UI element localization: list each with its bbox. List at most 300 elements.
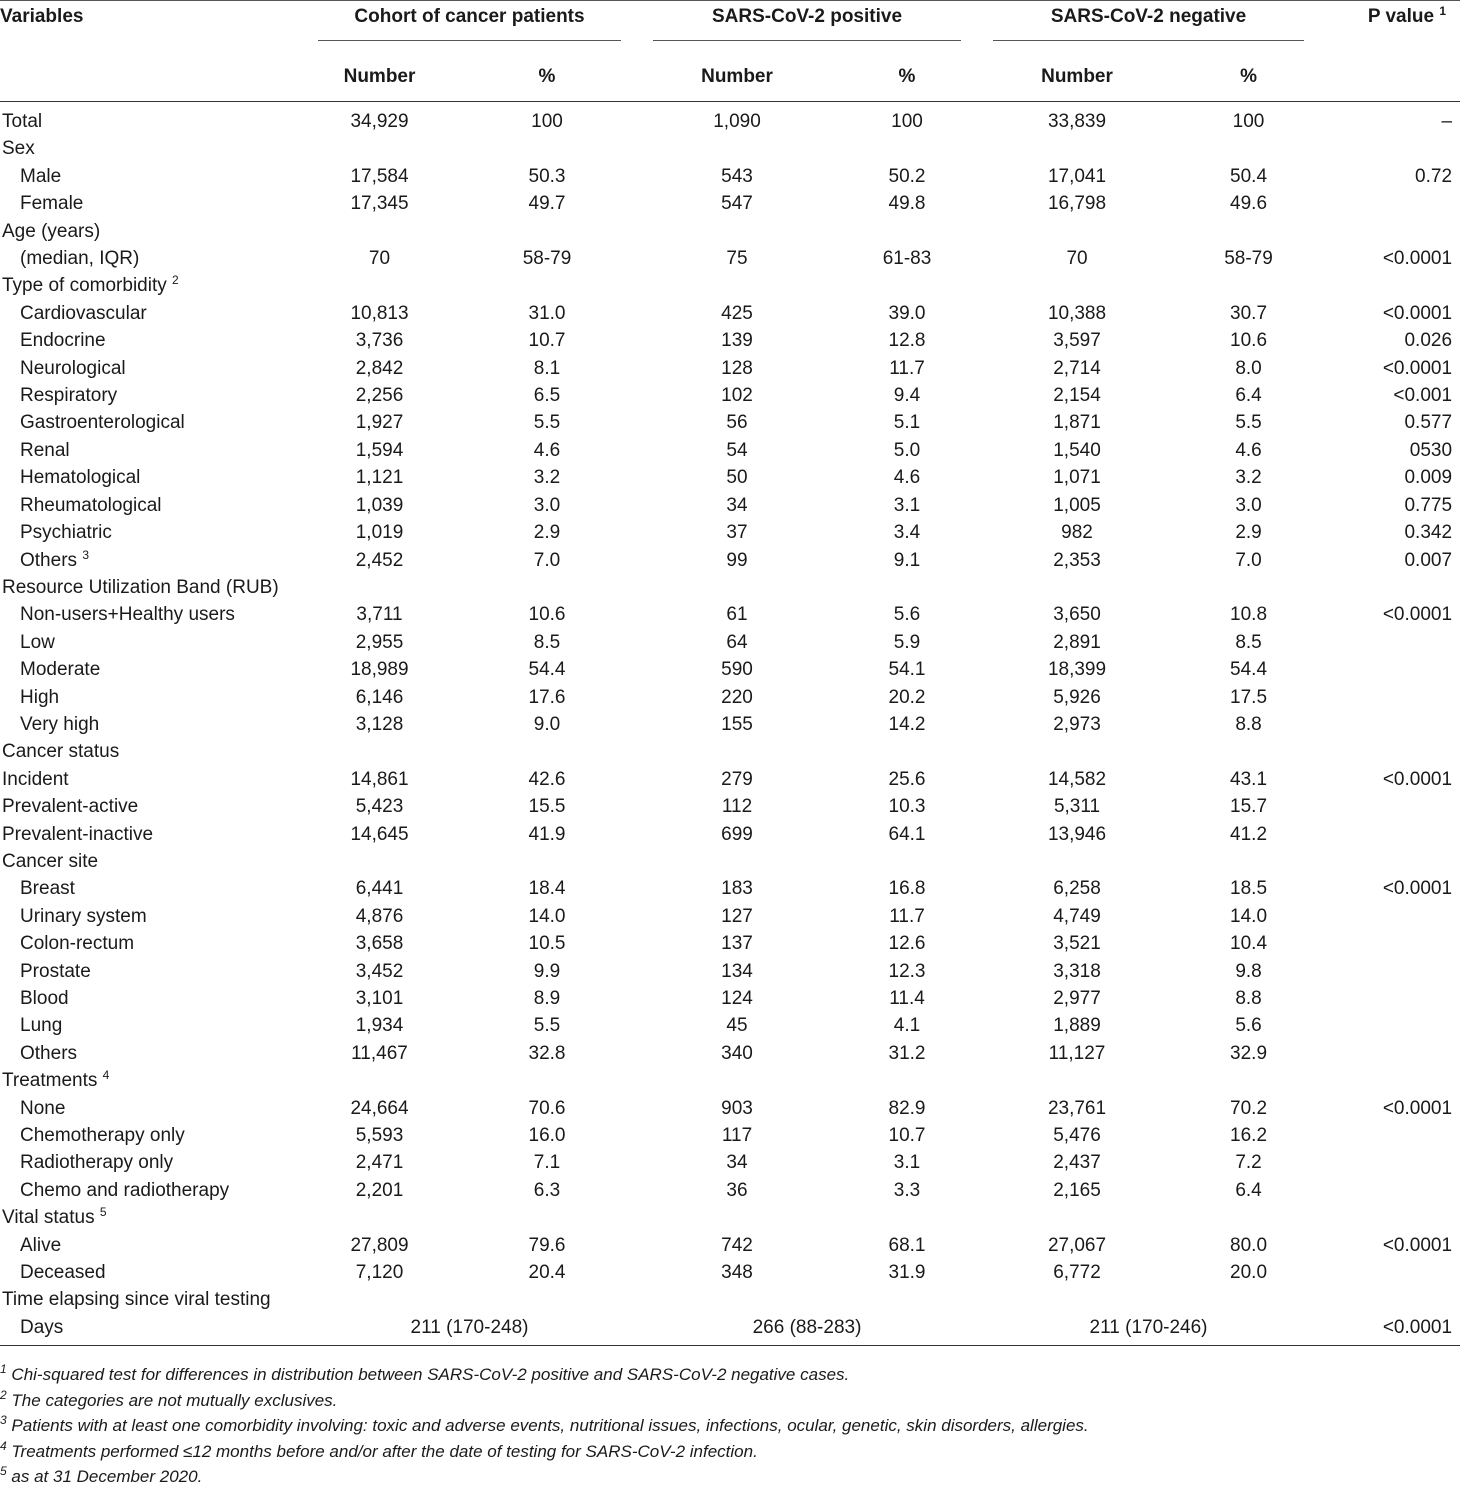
row-label-text: Blood xyxy=(20,988,69,1009)
percent-cell: 70.6 xyxy=(528,1097,566,1119)
percent-cell: 7.1 xyxy=(533,1152,561,1174)
pvalue-cell xyxy=(1320,629,1460,656)
number-cell: 547 xyxy=(721,193,753,215)
category-row xyxy=(0,218,1460,245)
row-label xyxy=(0,245,302,272)
number-cell: 742 xyxy=(721,1234,753,1256)
percent-cell: 6.5 xyxy=(533,385,561,407)
table-row xyxy=(0,437,1460,464)
number-cell: 2,165 xyxy=(1053,1179,1101,1201)
header-spacer xyxy=(0,53,302,102)
number-cell: 128 xyxy=(721,357,753,379)
row-label xyxy=(0,327,302,354)
percent-cell: 5.6 xyxy=(893,604,921,626)
percent-cell: 9.1 xyxy=(893,549,921,571)
table-row xyxy=(0,245,1460,272)
table-row xyxy=(0,163,1460,190)
percent-cell: 8.8 xyxy=(1235,988,1262,1009)
footnotes xyxy=(0,1362,1460,1490)
number-cell: 1,071 xyxy=(1053,467,1101,489)
number-cell: 2,353 xyxy=(1053,549,1101,571)
percent-cell: 3.1 xyxy=(893,494,921,516)
number-cell: 5,476 xyxy=(1053,1125,1101,1147)
row-label-text: Low xyxy=(20,631,55,653)
row-label-text: Urinary system xyxy=(20,905,147,927)
row-label xyxy=(0,464,302,491)
number-cell: 2,201 xyxy=(355,1179,404,1201)
percent-cell: 9.4 xyxy=(893,385,921,407)
row-label-text: Prevalent-inactive xyxy=(2,823,154,845)
category-filler xyxy=(302,574,1460,601)
number-cell: 2,955 xyxy=(355,631,404,653)
percent-cell: 8.8 xyxy=(1235,713,1262,735)
number-cell: 56 xyxy=(726,412,748,434)
number-cell: 3,318 xyxy=(1053,960,1101,982)
percent-cell: 9.0 xyxy=(533,713,561,735)
number-cell: 1,090 xyxy=(713,111,761,132)
number-cell: 17,584 xyxy=(350,165,409,187)
category-row xyxy=(0,574,1460,601)
table-row xyxy=(0,766,1460,793)
percent-cell: 54.4 xyxy=(528,659,566,681)
percent-cell: 18.5 xyxy=(1230,878,1268,900)
percent-cell: 31.2 xyxy=(888,1042,926,1064)
number-cell: 2,973 xyxy=(1053,713,1101,735)
number-cell: 16,798 xyxy=(1047,193,1107,215)
percent-cell: 31.0 xyxy=(528,302,566,324)
row-label xyxy=(0,409,302,436)
number-cell: 2,256 xyxy=(355,385,404,407)
percent-cell: 12.8 xyxy=(888,330,926,352)
row-label xyxy=(0,1012,302,1039)
number-cell: 18,399 xyxy=(1047,659,1107,681)
row-label-text: Sex xyxy=(2,138,35,160)
footnote xyxy=(0,1413,1460,1439)
number-cell: 3,128 xyxy=(355,713,404,735)
percent-cell: 82.9 xyxy=(888,1097,926,1119)
category-filler xyxy=(302,1067,1460,1094)
table-row xyxy=(0,1095,1460,1122)
pvalue-cell: <0.0001 xyxy=(1382,357,1453,379)
percent-cell: 5.9 xyxy=(893,631,921,653)
percent-cell: 100 xyxy=(891,111,923,132)
table-row xyxy=(0,1040,1460,1067)
row-label-text: Gastroenterological xyxy=(20,412,185,434)
percent-header: % xyxy=(1177,53,1320,102)
number-cell: 6,441 xyxy=(355,878,404,900)
percent-cell: 32.9 xyxy=(1230,1042,1268,1064)
pvalue-cell xyxy=(1320,1012,1460,1039)
percent-cell: 10.7 xyxy=(528,330,566,352)
number-cell: 3,650 xyxy=(1053,604,1101,626)
number-cell: 34,929 xyxy=(350,111,409,132)
number-cell: 137 xyxy=(721,933,753,955)
row-label xyxy=(0,1040,302,1067)
pvalue-cell xyxy=(1320,711,1460,738)
footnote-number: 3 xyxy=(0,1413,7,1428)
percent-cell: 80.0 xyxy=(1230,1234,1268,1256)
table-row xyxy=(0,903,1460,930)
row-label-text: Non-users+Healthy users xyxy=(20,604,235,626)
table-body xyxy=(0,102,1460,1346)
number-cell: 36 xyxy=(726,1179,748,1201)
percent-cell: 3.0 xyxy=(533,494,561,516)
pvalue-cell xyxy=(1320,190,1460,217)
pvalue-cell: <0.0001 xyxy=(1382,604,1453,626)
number-cell: 54 xyxy=(726,439,748,461)
percent-cell: 16.2 xyxy=(1230,1125,1268,1147)
category-row xyxy=(0,1067,1460,1094)
percent-cell: 100 xyxy=(1232,111,1265,132)
number-cell: 5,926 xyxy=(1053,686,1101,708)
percent-cell: 10.4 xyxy=(1230,933,1268,955)
pvalue-cell xyxy=(1320,903,1460,930)
percent-cell: 100 xyxy=(531,111,563,132)
table-row xyxy=(0,601,1460,628)
number-cell: 127 xyxy=(721,905,753,927)
pvalue-cell: <0.0001 xyxy=(1320,1314,1460,1346)
table-row xyxy=(0,1122,1460,1149)
footnote-number: 2 xyxy=(0,1387,7,1402)
row-label xyxy=(0,1286,302,1313)
percent-cell: 10.3 xyxy=(888,796,926,818)
row-label-text: High xyxy=(20,686,60,708)
number-cell: 134 xyxy=(721,960,753,982)
category-row xyxy=(0,738,1460,765)
table-row xyxy=(0,547,1460,574)
header-spacer xyxy=(1320,53,1460,102)
percent-cell: 11.4 xyxy=(889,988,925,1009)
row-label-text: Prevalent-active xyxy=(2,796,139,818)
percent-cell: 9.9 xyxy=(533,960,561,982)
percent-cell: 50.3 xyxy=(528,165,566,187)
number-cell: 10,388 xyxy=(1047,302,1107,324)
pvalue-cell: 0.577 xyxy=(1404,412,1453,434)
number-cell: 1,594 xyxy=(355,439,404,461)
number-cell: 340 xyxy=(721,1042,753,1064)
percent-cell: 70.2 xyxy=(1230,1097,1268,1119)
row-label xyxy=(0,766,302,793)
row-label-text: Total xyxy=(2,111,43,132)
row-label-text: Lung xyxy=(20,1015,63,1037)
row-label xyxy=(0,218,302,245)
row-label-text: Colon-rectum xyxy=(20,933,135,955)
number-cell: 1,121 xyxy=(355,467,404,489)
table-row xyxy=(0,985,1460,1012)
footnote-number: 4 xyxy=(0,1438,7,1453)
row-label xyxy=(0,1067,302,1094)
percent-cell: 11.7 xyxy=(889,905,925,927)
percent-cell: 6.3 xyxy=(533,1179,561,1201)
number-cell: 5,593 xyxy=(355,1125,404,1147)
row-label-text: Alive xyxy=(20,1234,62,1256)
number-cell: 425 xyxy=(721,302,753,324)
number-cell: 6,258 xyxy=(1053,878,1101,900)
percent-cell: 2.9 xyxy=(1235,522,1262,544)
percent-cell: 41.9 xyxy=(528,823,566,845)
row-label xyxy=(0,848,302,875)
footnote-text: Patients with at least one comorbidity involving: toxic and adverse events, nutritional issues, infections, ocular, genetic, skin disorders, allergies. xyxy=(11,1416,1089,1436)
percent-cell: 15.7 xyxy=(1230,796,1268,818)
percent-cell: 50.4 xyxy=(1230,165,1268,187)
number-cell: 14,861 xyxy=(350,768,409,790)
category-row xyxy=(0,1204,1460,1231)
table-row xyxy=(0,711,1460,738)
footnote xyxy=(0,1388,1460,1414)
percent-cell: 3.1 xyxy=(893,1152,921,1174)
percent-cell: 20.2 xyxy=(888,686,926,708)
row-label xyxy=(0,875,302,902)
percent-cell: 4.6 xyxy=(1235,439,1262,461)
percent-cell: 12.3 xyxy=(888,960,926,982)
number-cell: 4,749 xyxy=(1053,905,1101,927)
pvalue-label: P value xyxy=(1367,6,1435,27)
number-cell: 699 xyxy=(721,823,753,845)
row-label-text: Neurological xyxy=(20,357,126,379)
percent-cell: 25.6 xyxy=(888,768,926,790)
percent-cell: 6.4 xyxy=(1235,385,1262,407)
footnote-marker: 3 xyxy=(82,547,89,562)
number-cell: 1,039 xyxy=(355,494,404,516)
number-cell: 3,521 xyxy=(1053,933,1101,955)
pvalue-cell xyxy=(1320,793,1460,820)
category-filler xyxy=(302,135,1460,162)
row-label xyxy=(0,629,302,656)
row-label-text: Cardiovascular xyxy=(20,302,147,324)
percent-cell: 3.2 xyxy=(533,467,561,489)
number-cell: 33,839 xyxy=(1047,111,1107,132)
number-cell: 903 xyxy=(721,1097,753,1119)
percent-cell: 17.5 xyxy=(1230,686,1268,708)
row-label-text: Very high xyxy=(20,713,100,735)
percent-cell: 20.4 xyxy=(528,1262,566,1284)
number-cell: 2,977 xyxy=(1053,988,1101,1009)
row-label xyxy=(0,1122,302,1149)
pvalue-cell xyxy=(1320,958,1460,985)
number-cell: 4,876 xyxy=(355,905,404,927)
pvalue-cell: <0.0001 xyxy=(1382,1234,1453,1256)
percent-cell: 14.0 xyxy=(528,905,566,927)
percent-cell: 16.8 xyxy=(888,878,926,900)
percent-cell: 3.2 xyxy=(1235,467,1262,489)
percent-cell: 10.8 xyxy=(1230,604,1268,626)
percent-cell: 8.5 xyxy=(1235,631,1262,653)
percent-cell: 32.8 xyxy=(528,1042,566,1064)
pvalue-cell xyxy=(1320,1040,1460,1067)
row-label xyxy=(0,102,302,136)
row-label xyxy=(0,135,302,162)
row-label-text: Age (years) xyxy=(2,220,101,242)
row-label-text: Moderate xyxy=(20,659,101,681)
footnote-text: as at 31 December 2020. xyxy=(11,1467,203,1487)
percent-cell: 49.7 xyxy=(528,193,566,215)
table-row xyxy=(0,793,1460,820)
percent-cell: 30.7 xyxy=(1230,302,1268,324)
percent-cell: 7.0 xyxy=(1235,549,1262,571)
percent-cell: 79.6 xyxy=(528,1234,566,1256)
table-row xyxy=(0,102,1460,136)
pvalue-cell: 0.775 xyxy=(1404,494,1453,516)
group-header-negative xyxy=(977,1,1320,54)
number-cell: 3,101 xyxy=(355,988,404,1009)
percent-cell: 7.0 xyxy=(533,549,561,571)
percent-cell: 4.6 xyxy=(533,439,561,461)
row-label-text: Hematological xyxy=(20,467,141,489)
table-row xyxy=(0,190,1460,217)
row-label-text: Incident xyxy=(2,768,69,790)
row-label xyxy=(0,958,302,985)
table-row xyxy=(0,656,1460,683)
row-label xyxy=(0,1149,302,1176)
row-label xyxy=(0,601,302,628)
row-label-text: Breast xyxy=(20,878,75,900)
pvalue-cell: – xyxy=(1441,111,1453,132)
row-label xyxy=(0,1095,302,1122)
row-label-text: Psychiatric xyxy=(20,522,112,544)
percent-cell: 49.8 xyxy=(888,193,926,215)
category-filler xyxy=(302,738,1460,765)
row-label xyxy=(0,1314,302,1346)
percent-cell: 68.1 xyxy=(888,1234,926,1256)
number-cell: 23,761 xyxy=(1047,1097,1107,1119)
footnote xyxy=(0,1362,1460,1388)
table-cell: 211 (170-246) xyxy=(977,1314,1320,1346)
category-filler xyxy=(302,848,1460,875)
number-cell: 3,736 xyxy=(355,330,404,352)
number-cell: 590 xyxy=(721,659,753,681)
row-label xyxy=(0,903,302,930)
footnote-text: Treatments performed ≤12 months before and/or after the date of testing for SARS-CoV-2 infection. xyxy=(11,1441,758,1461)
percent-cell: 3.0 xyxy=(1235,494,1262,516)
number-cell: 279 xyxy=(721,768,753,790)
pvalue-cell: <0.0001 xyxy=(1382,302,1453,324)
percent-cell: 31.9 xyxy=(888,1262,926,1284)
percent-cell: 17.6 xyxy=(528,686,566,708)
number-header: Number xyxy=(302,53,457,102)
row-label-text: Resource Utilization Band (RUB) xyxy=(2,576,279,598)
row-label-text: Deceased xyxy=(20,1262,106,1284)
table-row xyxy=(0,875,1460,902)
percent-cell: 12.6 xyxy=(888,933,926,955)
row-label-text: Chemo and radiotherapy xyxy=(20,1179,230,1201)
number-cell: 1,934 xyxy=(355,1015,404,1037)
row-label-text: None xyxy=(20,1097,66,1119)
number-cell: 220 xyxy=(721,686,753,708)
category-row xyxy=(0,1286,1460,1313)
number-cell: 543 xyxy=(721,165,753,187)
number-cell: 1,005 xyxy=(1053,494,1101,516)
row-label xyxy=(0,1204,302,1231)
number-cell: 1,927 xyxy=(355,412,404,434)
table-row xyxy=(0,519,1460,546)
number-cell: 112 xyxy=(721,796,753,818)
percent-cell: 5.5 xyxy=(533,1015,561,1037)
table-cell: 211 (170-248) xyxy=(302,1314,637,1346)
row-label xyxy=(0,300,302,327)
percent-header: % xyxy=(457,53,637,102)
category-row xyxy=(0,272,1460,299)
number-cell: 2,891 xyxy=(1053,631,1101,653)
row-label-text: Chemotherapy only xyxy=(20,1125,185,1147)
row-label-text: Respiratory xyxy=(20,385,118,407)
percent-cell: 43.1 xyxy=(1230,768,1268,790)
percent-cell: 58-79 xyxy=(522,248,572,270)
number-cell: 17,345 xyxy=(350,193,409,215)
percent-cell: 4.1 xyxy=(893,1015,921,1037)
percent-cell: 10.5 xyxy=(528,933,566,955)
percent-cell: 14.0 xyxy=(1230,905,1268,927)
group-header-cohort xyxy=(302,1,637,54)
percent-cell: 41.2 xyxy=(1230,823,1268,845)
header-row-subcols xyxy=(0,53,1460,102)
row-label-text: Endocrine xyxy=(20,330,106,352)
row-label xyxy=(0,547,302,574)
footnote-marker: 2 xyxy=(172,273,179,288)
percent-cell: 39.0 xyxy=(888,302,926,324)
number-cell: 2,437 xyxy=(1053,1152,1101,1174)
table-row xyxy=(0,1314,1460,1346)
row-label xyxy=(0,930,302,957)
table-row xyxy=(0,1012,1460,1039)
percent-cell: 18.4 xyxy=(528,878,566,900)
group-label-negative: SARS-CoV-2 negative xyxy=(993,7,1304,41)
row-label-text: Female xyxy=(20,193,84,215)
group-label-positive: SARS-CoV-2 positive xyxy=(653,7,961,41)
percent-cell: 8.1 xyxy=(533,357,561,379)
percent-cell: 10.7 xyxy=(888,1125,926,1147)
percent-cell: 7.2 xyxy=(1235,1152,1262,1174)
row-label-text: Type of comorbidity xyxy=(2,275,167,297)
pvalue-header xyxy=(1320,1,1460,54)
row-label xyxy=(0,190,302,217)
percent-cell: 5.1 xyxy=(893,412,921,434)
number-cell: 14,645 xyxy=(350,823,409,845)
number-cell: 11,127 xyxy=(1048,1042,1106,1064)
pvalue-cell: 0530 xyxy=(1409,439,1453,461)
row-label-text: Vital status xyxy=(2,1207,95,1229)
number-cell: 183 xyxy=(721,878,753,900)
pvalue-cell: 0.72 xyxy=(1415,165,1453,187)
table-row xyxy=(0,684,1460,711)
percent-header: % xyxy=(837,53,977,102)
percent-cell: 10.6 xyxy=(1230,330,1268,352)
number-cell: 7,120 xyxy=(355,1262,404,1284)
number-cell: 1,019 xyxy=(355,522,404,544)
percent-cell: 5.6 xyxy=(1235,1015,1262,1037)
row-label-text: Treatments xyxy=(2,1070,98,1092)
pvalue-cell xyxy=(1320,684,1460,711)
row-label xyxy=(0,163,302,190)
percent-cell: 3.3 xyxy=(893,1179,921,1201)
number-cell: 13,946 xyxy=(1047,823,1107,845)
number-cell: 14,582 xyxy=(1047,768,1107,790)
table-row xyxy=(0,409,1460,436)
number-cell: 3,658 xyxy=(355,933,404,955)
percent-cell: 49.6 xyxy=(1230,193,1268,215)
percent-cell: 2.9 xyxy=(533,522,561,544)
pvalue-cell xyxy=(1320,656,1460,683)
number-cell: 5,423 xyxy=(355,796,404,818)
pvalue-cell: <0.0001 xyxy=(1382,1097,1453,1119)
footnote-number: 1 xyxy=(0,1362,7,1376)
number-cell: 17,041 xyxy=(1047,165,1107,187)
pvalue-cell: <0.0001 xyxy=(1382,768,1453,790)
percent-cell: 8.9 xyxy=(533,988,561,1009)
percent-cell: 54.1 xyxy=(888,659,926,681)
table-row xyxy=(0,930,1460,957)
pvalue-cell: 0.009 xyxy=(1404,467,1453,489)
percent-cell: 10.6 xyxy=(528,604,566,626)
